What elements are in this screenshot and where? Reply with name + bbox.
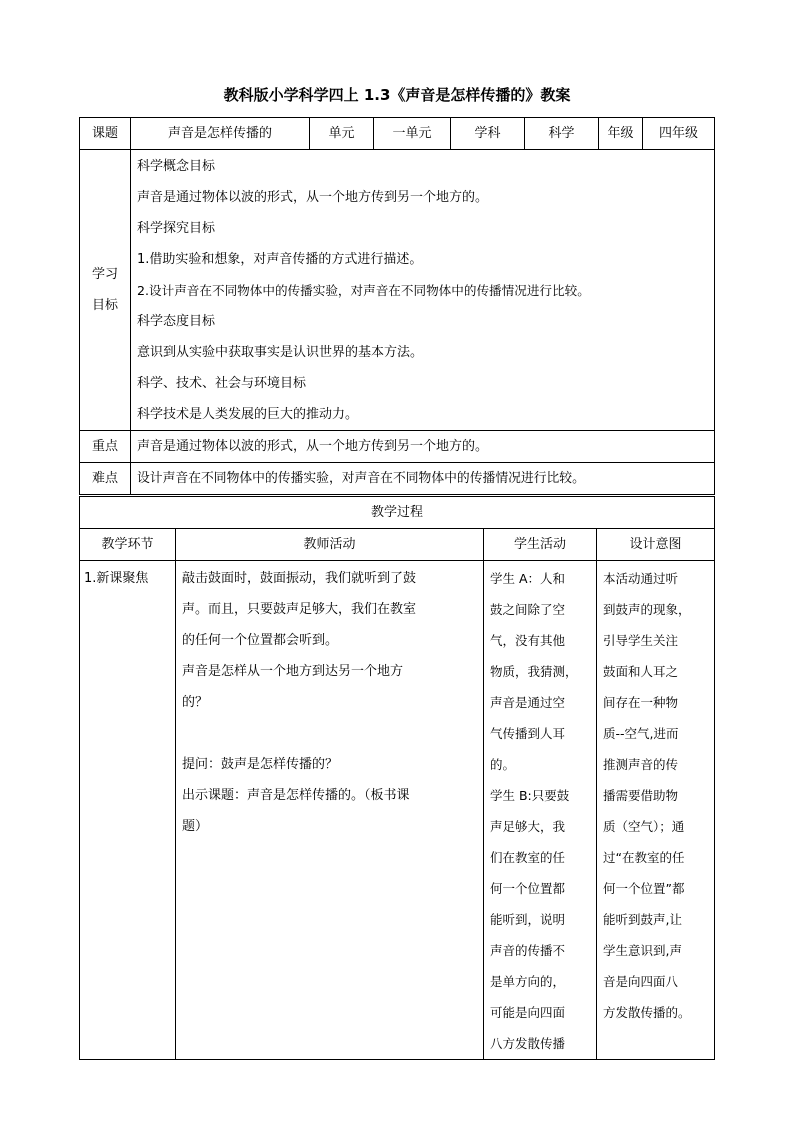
intent-line: 引导学生关注	[603, 633, 679, 648]
teacher-line: 的？	[182, 695, 209, 710]
goal-line: 科学态度目标	[137, 314, 216, 329]
goals-label-line2: 目标	[91, 298, 118, 313]
intent-line: 何一个位置”都	[603, 881, 685, 896]
goal-line: 2.设计声音在不同物体中的传播实验，对声音在不同物体中的传播情况进行比较。	[137, 283, 590, 298]
teacher-line: 的任何一个位置都会听到。	[182, 633, 339, 648]
column-header-stage: 教学环节	[80, 529, 176, 561]
column-header-intent: 设计意图	[597, 529, 715, 561]
difficult-point-text: 设计声音在不同物体中的传播实验，对声音在不同物体中的传播情况进行比较。	[131, 463, 715, 495]
intent-line: 学生意识到,声	[603, 943, 682, 958]
design-intent-cell	[597, 561, 715, 1060]
topic-label: 课题	[80, 118, 131, 150]
student-line: 可能是向四面	[490, 1005, 566, 1020]
teacher-line: 声。而且，只要鼓声足够大，我们在教室	[182, 602, 417, 617]
key-point-text: 声音是通过物体以波的形式，从一个地方传到另一个地方的。	[131, 431, 715, 463]
subject-value: 科学	[525, 118, 599, 150]
teaching-process-table	[79, 496, 715, 1060]
intent-line: 音是向四面八	[603, 974, 679, 989]
key-point-label: 重点	[80, 431, 131, 463]
teacher-line: 提问：鼓声是怎样传播的？	[182, 757, 339, 772]
student-line: 的。	[490, 757, 516, 772]
goals-label-line1: 学习	[91, 267, 118, 282]
intent-line: 间存在一种物	[603, 695, 679, 710]
student-line: 物质，我猜测，	[490, 664, 578, 679]
goal-line: 科学、技术、社会与环境目标	[137, 376, 307, 391]
student-line: 学生 B:只要鼓	[490, 788, 570, 803]
intent-line: 鼓面和人耳之	[603, 664, 679, 679]
student-line: 鼓之间除了空	[490, 602, 566, 617]
student-line: 是单方向的，	[490, 974, 566, 989]
teacher-activity-cell	[176, 561, 484, 1060]
student-line: 声音的传播不	[490, 943, 566, 958]
unit-label: 单元	[310, 118, 374, 150]
intent-line: 播需要借助物	[603, 788, 679, 803]
teacher-line: 题）	[182, 819, 209, 834]
stage-cell: 1.新课聚焦	[80, 561, 176, 1060]
goal-line: 科学探究目标	[137, 221, 216, 236]
teacher-line: 出示课题：声音是怎样传播的。（板书课	[182, 788, 410, 803]
unit-value: 一单元	[374, 118, 451, 150]
grade-value: 四年级	[643, 118, 715, 150]
subject-label: 学科	[451, 118, 525, 150]
student-line: 声音是通过空	[490, 695, 566, 710]
student-line: 气，没有其他	[490, 633, 566, 648]
goal-line: 科学技术是人类发展的巨大的推动力。	[137, 407, 359, 422]
goals-label	[80, 150, 131, 431]
lesson-info-table	[79, 117, 715, 495]
intent-line: 方发散传播的。	[603, 1005, 691, 1020]
goal-line: 科学概念目标	[137, 159, 216, 174]
intent-line: 本活动通过听	[603, 571, 679, 586]
student-activity-cell	[484, 561, 597, 1060]
intent-line: 能听到鼓声,让	[603, 912, 682, 927]
intent-line: 质（空气）；通	[603, 819, 685, 834]
teacher-line: 声音是怎样从一个地方到达另一个地方	[182, 664, 404, 679]
teacher-line	[182, 718, 477, 749]
student-line: 们在教室的任	[490, 850, 566, 865]
column-header-student: 学生活动	[484, 529, 597, 561]
intent-line: 质--空气,进而	[603, 726, 679, 741]
student-line: 何一个位置都	[490, 881, 566, 896]
grade-label: 年级	[599, 118, 643, 150]
goal-line: 声音是通过物体以波的形式，从一个地方传到另一个地方的。	[137, 190, 489, 205]
intent-line: 到鼓声的现象，	[603, 602, 691, 617]
goal-line: 1.借助实验和想象，对声音传播的方式进行描述。	[137, 252, 423, 267]
student-line: 八方发散传播	[490, 1036, 566, 1051]
student-line: 声足够大，我	[490, 819, 566, 834]
column-header-teacher: 教师活动	[176, 529, 484, 561]
intent-line: 推测声音的传	[603, 757, 679, 772]
student-line: 学生 A：人和	[490, 571, 566, 586]
student-line: 气传播到人耳	[490, 726, 566, 741]
student-line: 能听到，说明	[490, 912, 566, 927]
process-heading: 教学过程	[80, 497, 715, 529]
teacher-line: 敲击鼓面时，鼓面振动，我们就听到了鼓	[182, 571, 417, 586]
goals-content	[131, 150, 715, 431]
page-title: 教科版小学科学四上 1.3《声音是怎样传播的》教案	[223, 86, 571, 104]
difficult-point-label: 难点	[80, 463, 131, 495]
topic-value: 声音是怎样传播的	[131, 118, 310, 150]
intent-line: 过“在教室的任	[603, 850, 685, 865]
goal-line: 意识到从实验中获取事实是认识世界的基本方法。	[137, 345, 424, 360]
